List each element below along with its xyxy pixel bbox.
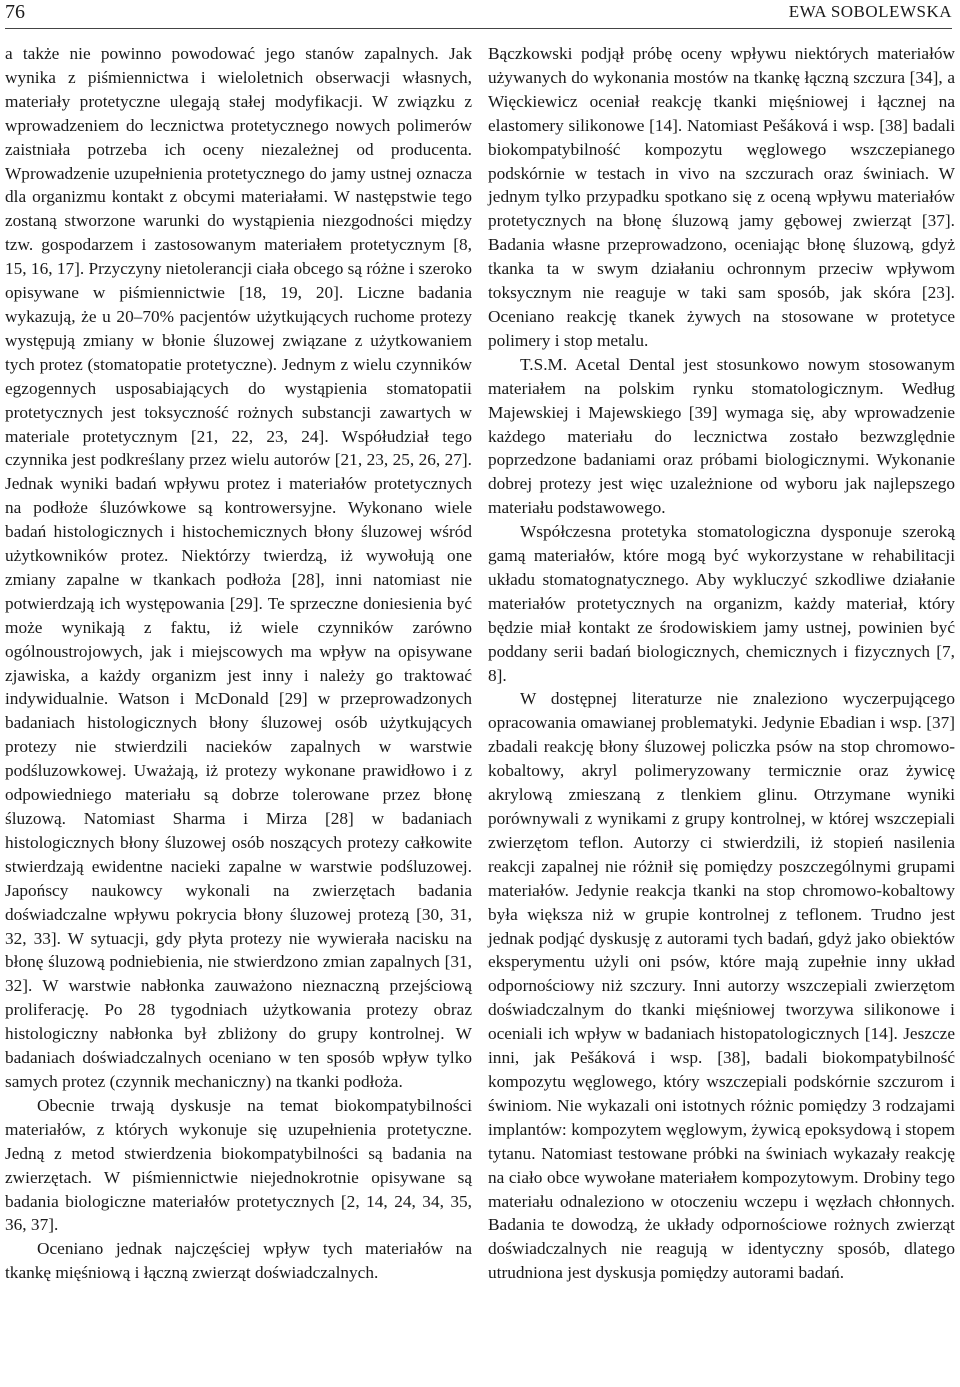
- left-column: [5, 42, 472, 1285]
- paragraph: a także nie powinno powodować jego stanów zapalnych. Jak wynika z piśmiennictwa i wieloletnich obserwacji własnych, materiały protetyczne ulegają stałej modyfikacji. W związku z wprowadzeniem do lecznictwa protetycznego nowych polimerów zaistniała potrzeba ich oceny niezależnej od producenta. Wprowadzenie uzupełnienia protetycznego do jamy ustnej oznacza dla organizmu kontakt z obcymi materiałami. W następstwie tego zostaną stworzone warunki do wystąpienia niezgodności między tzw. gospodarzem i zastosowanym materiałem protetycznym [8, 15, 16, 17]. Przyczyny nietolerancji ciała obcego są różne i szeroko opisywane w piśmiennictwie [18, 19, 20]. Liczne badania wykazują, że u 20–70% pacjentów użytkujących ruchome protezy występują zmiany w błonie śluzowej związane z użytkowaniem tych protez (stomatopatie protetyczne). Jednym z wielu czynników egzogennych usposabiających do wystąpienia stomatopatii protetycznych jest toksyczność rożnych substancji zawartych w materiale protetycznym [21, 22, 23, 24]. Współudział tego czynnika jest podkreślany przez wielu autorów [21, 23, 25, 26, 27]. Jednak wyniki badań wpływu protez i materiałów protetycznych na podłoże śluzówkowe są kontrowersyjne. Wykonano wiele badań histologicznych i histochemicznych błony śluzowej wśród użytkowników protez. Niektórzy twierdzą, iż wywołują one zmiany zapalne w tkankach podłoża [28], inni natomiast nie potwierdzają ich występowania [29]. Te sprzeczne doniesienia być może wynikają z faktu, iż wiele czynników zarówno ogólnoustrojowych, jak i miejscowych ma wpływ na opisywane zjawiska, a każdy organizm jest inny i należy go traktować indywidualnie. Watson i McDonald [29] w przeprowadzonych badaniach histologicznych błony śluzowej osób użytkujących protezy nie stwierdzili nacieków zapalnych w warstwie podśluzowkowej. Uważają, iż protezy wykonane prawidłowo i z odpowiedniego materiału są dobrze tolerowane przez błonę śluzową. Natomiast Sharma i Mirza [28] w badaniach histologicznych błony śluzowej osób noszących protezy całkowite stwierdzają ewidentne nacieki zapalne w warstwie podśluzowej. Japońscy naukowcy wykonali na zwierzętach badania doświadczalne wpływu pokrycia błony śluzowej protezą [30, 31, 32, 33]. W sytuacji, gdy płyta protezy nie wywierała nacisku na błonę śluzową podniebienia, nie stwierdzono zmian zapalnych [31, 32]. W warstwie nabłonka zauważono nieznaczną przejściową proliferację. Po 28 tygodniach użytkowania protezy obraz histologiczny nabłonka był zbliżony do grupy kontrolnej. W badaniach doświadczalnych oceniano w ten sposób wpływ tylko samych protez (czynnik mechaniczny) na tkanki podłoża.: [5, 44, 472, 1091]
- running-author: EWA SOBOLEWSKA: [788, 2, 952, 21]
- paragraph: T.S.M. Acetal Dental jest stosunkowo nowym stosowanym materiałem na polskim rynku stomatologicznym. Według Majewskiej i Majewskiego [39] wymaga się, aby wprowadzenie każdego materiału do lecznictwa zostało bezwzględnie poprzedzone badaniami oraz próbami biologicznymi. Wykonanie dobrej protezy jest więc uzależnione od wyboru jak najlepszego materiału podstawowego.: [488, 354, 955, 518]
- paragraph: Obecnie trwają dyskusje na temat biokompatybilności materiałów, z których wykonuje się uzupełnienia protetyczne. Jedną z metod stwierdzenia biokompatybilności są badania na zwierzętach. W piśmiennictwie niejednokrotnie opisywane są badania biologiczne materiałów protetycznych [2, 14, 24, 34, 35, 36, 37].: [5, 1095, 472, 1235]
- right-column: [488, 42, 955, 1285]
- paragraph: Bączkowski podjął próbę oceny wpływu niektórych materiałów używanych do wykonania mostów na tkankę łączną szczura [34], a Więckiewicz oceniał reakcję tkanki mięśniowej i łącznej na elastomery silikonowe [14]. Natomiast Pešáková i wsp. [38] badali biokompatybilność kompozytu węglowego wszczepianego podskórnie w testach in vivo na szczurach oraz świniach. W jednym tylko przypadku spotkano się z oceną wpływu materiałów protetycznych na błonę śluzową jamy gębowej zwierząt [37]. Badania własne przeprowadzono, oceniając błonę śluzową, gdyż tkanka ta w swym działaniu ochronnym przeciw wpływom toksycznym nie reaguje w taki sam sposób, jak skóra [23]. Oceniano reakcję tkanek żywych na stosowane w protetyce polimery i stop metalu.: [488, 44, 955, 350]
- paragraph: W dostępnej literaturze nie znaleziono wyczerpującego opracowania omawianej problematyki. Jedynie Ebadian i wsp. [37] zbadali reakcję błony śluzowej policzka psów na stop chromowo-kobaltowy, akryl polimeryzowany termicznie oraz żywicę akrylową zmieszaną z tlenkiem glinu. Otrzymane wyniki porównywali z wynikami z grupy kontrolnej, w której wszczepiali zwierzętom teflon. Autorzy ci stwierdzili, iż stopień nasilenia reakcji zapalnej nie różnił się pomiędzy poszczególnymi grupami materiałów. Jedynie reakcja tkanki na stop chromowo-kobaltowy była większa niż w grupie kontrolnej z teflonem. Trudno jest jednak podjąć dyskusję z autorami tych badań, gdyż jako obiektów eksperymentu użyli oni psów, które mają zupełnie inny układ odpornościowy niż szczury. Inni autorzy wszczepiali zwierzętom doświadczalnym do tkanki mięśniowej tworzywa silikonowe i oceniali ich wpływ w badaniach histopatologicznych [14]. Jeszcze inni, jak Pešáková i wsp. [38], badali biokompatybilność kompozytu węglowego, który wszczepiali podskórnie szczurom i świniom. Nie wykazali oni istotnych różnic pomiędzy 3 rodzajami implantów: kompozytem węglowym, żywicą epoksydową i stopem tytanu. Natomiast testowane próbki na świniach wykazały reakcję na ciało obce wywołane materiałem kompozytowym. Drobiny tego materiału odnaleziono w otoczeniu wczepu i węzłach chłonnych. Badania te dowodzą, że układy odpornościowe rożnych zwierząt doświadczalnych nie reagują w identyczny sposób, dlatego utrudniona jest dyskusja pomiędzy autorami badań.: [488, 689, 955, 1283]
- paragraph: Oceniano jednak najczęściej wpływ tych materiałów na tkankę mięśniową i łączną zwierząt doświadczalnych.: [5, 1239, 472, 1283]
- page-number: 76: [5, 1, 25, 23]
- running-header: [5, 0, 952, 29]
- paragraph: Współczesna protetyka stomatologiczna dysponuje szeroką gamą materiałów, które mogą być wykorzystane w rehabilitacji układu stomatognatycznego. Aby wykluczyć szkodliwe działanie materiałów protetycznych na organizm, każdy materiał, który będzie miał kontakt ze środowiskiem jamy ustnej, powinien być poddany serii badań biologicznych, chemicznych i fizycznych [7, 8].: [488, 522, 955, 685]
